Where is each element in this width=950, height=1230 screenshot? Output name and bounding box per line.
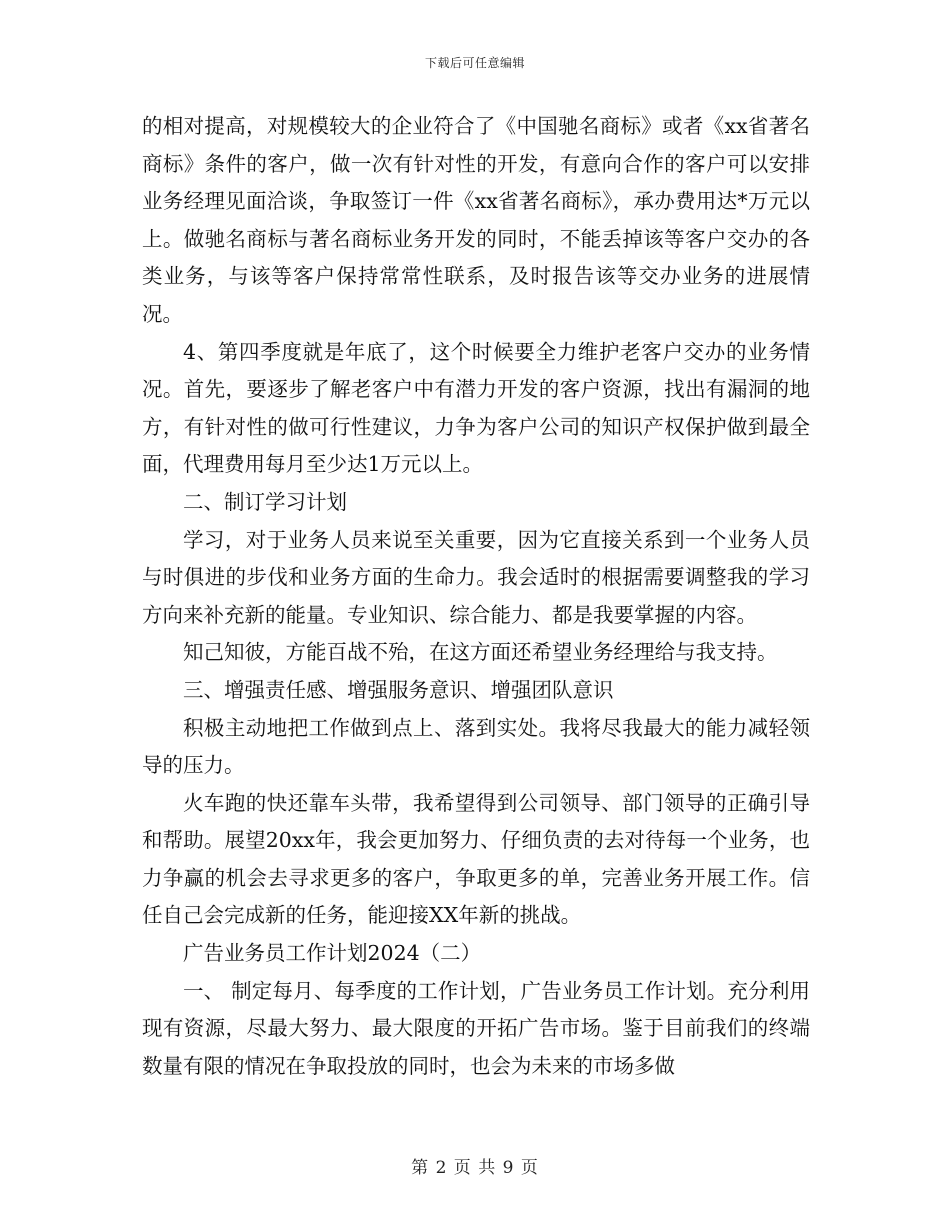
document-body [142, 108, 810, 1085]
paragraph: 的相对提高，对规模较大的企业符合了《中国驰名商标》或者《xx省著名商标》条件的客户，做一次有针对性的开发，有意向合作的客户可以安排业务经理见面洽谈，争取签订一件《xx省著名商标》，承办费用达*万元以上。做驰名商标与著名商标业务开发的同时，不能丢掉该等客户交办的各类业务，与该等客户保持常常性联系，及时报告该等交办业务的进展情况。 [142, 114, 810, 326]
section-heading: 广告业务员工作计划2024（二） [183, 941, 482, 966]
paragraph: 火车跑的快还靠车头带，我希望得到公司领导、部门领导的正确引导和帮助。展望20xx年，我会更加努力、仔细负责的去对待每一个业务，也力争赢的机会去寻求更多的客户，争取更多的单，完善业务开展工作。信任自己会完成新的任务，能迎接XX年新的挑战。 [142, 790, 810, 928]
section-heading: 二、制订学习计划 [183, 489, 347, 514]
paragraph: 4、第四季度就是年底了，这个时候要全力维护老客户交办的业务情况。首先，要逐步了解老客户中有潜力开发的客户资源，找出有漏洞的地方，有针对性的做可行性建议，力争为客户公司的知识产权保护做到最全面，代理费用每月至少达1万元以上。 [142, 339, 810, 477]
section-heading: 三、增强责任感、增强服务意识、增强团队意识 [183, 677, 614, 702]
paragraph: 一、 制定每月、每季度的工作计划，广告业务员工作计划。充分利用现有资源，尽最大努力、最大限度的开拓广告市场。鉴于目前我们的终端数量有限的情况在争取投放的同时，也会为未来的市场多做 [142, 978, 810, 1078]
paragraph: 知己知彼，方能百战不殆，在这方面还希望业务经理给与我支持。 [183, 640, 778, 665]
paragraph: 积极主动地把工作做到点上、落到实处。我将尽我最大的能力减轻领导的压力。 [142, 715, 810, 778]
page-footer: 第 2 页 共 9 页 [411, 1158, 539, 1178]
paragraph: 学习，对于业务人员来说至关重要，因为它直接关系到一个业务人员与时俱进的步伐和业务方面的生命力。我会适时的根据需要调整我的学习方向来补充新的能量。专业知识、综合能力、都是我要掌握的内容。 [142, 527, 810, 627]
page-header: 下载后可任意编辑 [424, 56, 525, 70]
